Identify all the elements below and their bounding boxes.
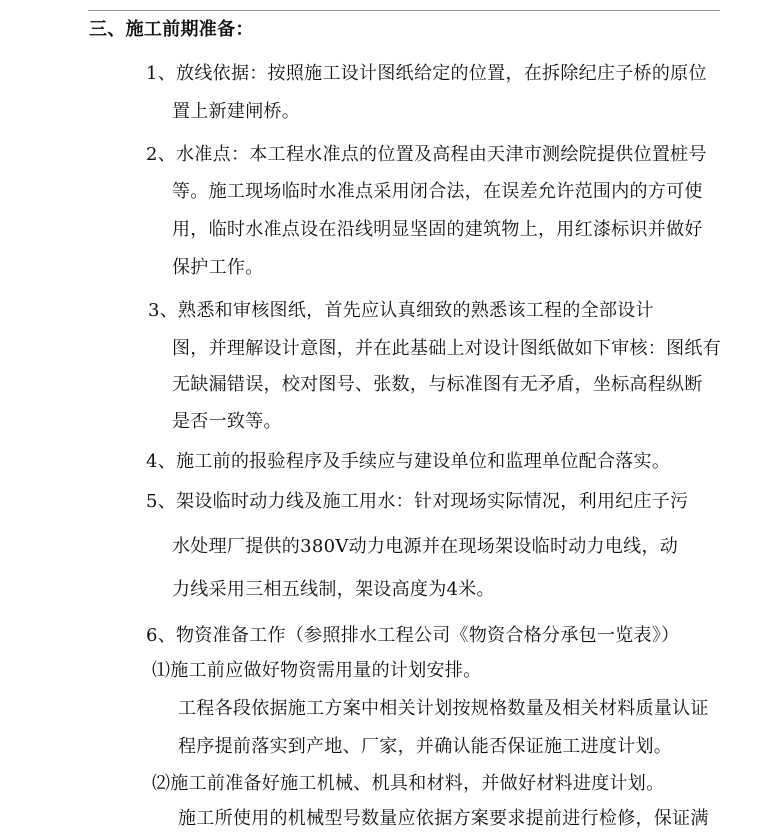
item-3-line-1: 3、熟悉和审核图纸，首先应认真细致的熟悉该工程的全部设计 bbox=[148, 300, 654, 321]
item-2-line-1: 2、水准点：本工程水准点的位置及高程由天津市测绘院提供位置桩号 bbox=[146, 144, 707, 165]
item-6-line-1: 6、物资准备工作（参照排水工程公司《物资合格分承包一览表》） bbox=[146, 625, 680, 646]
item-5-line-2: 水处理厂提供的380V动力电源并在现场架设临时动力电线，动 bbox=[172, 536, 679, 557]
item-3-line-3: 无缺漏错误，校对图号、张数，与标准图有无矛盾，坐标高程纵断 bbox=[172, 374, 703, 395]
item-2-line-2: 等。施工现场临时水准点采用闭合法，在误差允许范围内的方可使 bbox=[172, 181, 703, 202]
item-6-sub-1-line-2: 程序提前落实到产地、厂家，并确认能否保证施工进度计划。 bbox=[178, 736, 673, 757]
item-1-line-2: 置上新建闸桥。 bbox=[172, 101, 301, 122]
item-2-line-4: 保护工作。 bbox=[172, 257, 264, 278]
item-6-sub-2-line-1: 施工所使用的机械型号数量应依据方案要求提前进行检修，保证满 bbox=[178, 808, 709, 829]
top-rule bbox=[88, 10, 720, 11]
section-heading: 三、施工前期准备： bbox=[89, 19, 254, 40]
item-6-sub-1-line-1: 工程各段依据施工方案中相关计划按规格数量及相关材料质量认证 bbox=[178, 698, 709, 719]
item-5-line-3: 力线采用三相五线制，架设高度为4米。 bbox=[172, 579, 495, 600]
item-3-line-2: 图，并理解设计意图，并在此基础上对设计图纸做如下审核：图纸有 bbox=[172, 338, 721, 359]
item-2-line-3: 用，临时水准点设在沿线明显坚固的建筑物上，用红漆标识并做好 bbox=[172, 219, 703, 240]
item-6-sub-1: ⑴施工前应做好物资需用量的计划安排。 bbox=[152, 660, 482, 681]
item-6-sub-2: ⑵施工前准备好施工机械、机具和材料，并做好材料进度计划。 bbox=[152, 773, 665, 794]
item-1-line-1: 1、放线依据：按照施工设计图纸给定的位置，在拆除纪庄子桥的原位 bbox=[146, 63, 707, 84]
item-4-line-1: 4、施工前的报验程序及手续应与建设单位和监理单位配合落实。 bbox=[146, 451, 671, 472]
item-3-line-4: 是否一致等。 bbox=[172, 411, 282, 432]
item-5-line-1: 5、架设临时动力线及施工用水：针对现场实际情况，利用纪庄子污 bbox=[146, 491, 689, 512]
